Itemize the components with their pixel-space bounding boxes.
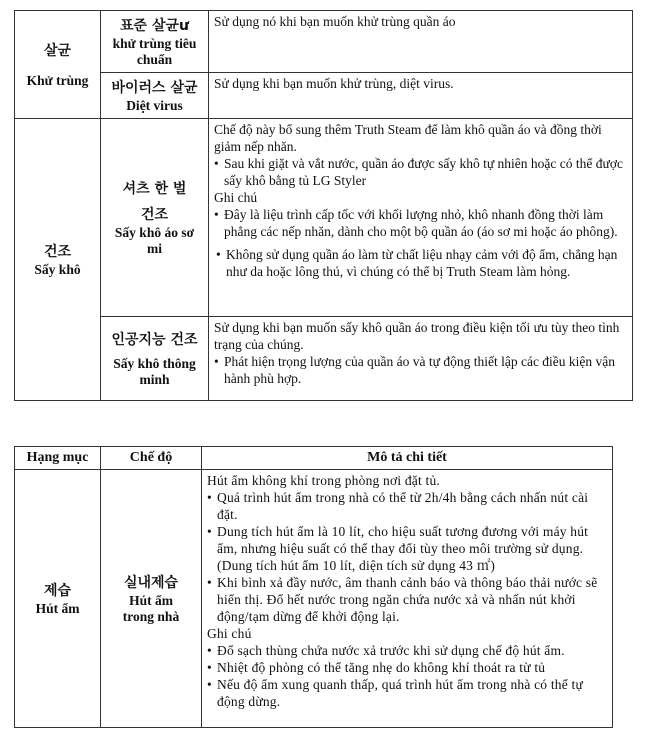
table-row bbox=[15, 317, 633, 401]
header-mode: Chế độ bbox=[101, 447, 202, 470]
bullet-item: • Nếu độ ẩm xung quanh thấp, quá trình hút ẩm trong nhà có thể tự động dừng. bbox=[207, 676, 608, 710]
mode-description bbox=[209, 119, 633, 317]
mode-ai-dry bbox=[101, 317, 209, 401]
mode-indoor-dehumidify bbox=[101, 470, 202, 728]
bullet-text: Không sử dụng quần áo làm từ chất liệu nhạy cảm với độ ẩm, chẳng hạn như da hoặc lông thú, vì chúng có thể bị Truth Steam làm hỏng. bbox=[226, 247, 618, 279]
category-ko: 살균 bbox=[43, 42, 72, 59]
bullet-item: • Đổ sạch thùng chứa nước xả trước khi sử dụng chế độ hút ẩm. bbox=[207, 642, 608, 659]
category-vi: Hút ẩm bbox=[35, 600, 80, 616]
bullet-item: • Khi bình xả đầy nước, âm thanh cảnh báo và thông báo thải nước sẽ hiển thị. Đổ hết nước trong ngăn chứa nước xả và nhấn nút khởi động/tạm dừng để khởi động lại. bbox=[207, 574, 608, 625]
modes-table-2 bbox=[14, 446, 613, 728]
category-ko: 제습 bbox=[43, 582, 72, 599]
bullet-text: Nhiệt độ phòng có thể tăng nhẹ do không khí thoát ra từ tủ bbox=[217, 660, 546, 675]
description-text: Sử dụng khi bạn muốn khử trùng, diệt virus. bbox=[214, 76, 454, 91]
category-ko: 건조 bbox=[43, 243, 72, 260]
category-dry bbox=[15, 119, 101, 401]
mode-description bbox=[209, 73, 633, 119]
bullet-item: • Quá trình hút ẩm trong nhà có thể từ 2h/4h bằng cách nhấn nút cài đặt. bbox=[207, 489, 608, 523]
mode-vi: Hút ẩm trong nhà bbox=[122, 592, 180, 624]
mode-ko: 바이러스 살균 bbox=[111, 79, 198, 96]
mode-description bbox=[209, 317, 633, 401]
table-header-row bbox=[15, 447, 613, 470]
category-sterilize bbox=[15, 11, 101, 119]
bullet-text: Đổ sạch thùng chứa nước xả trước khi sử dụng chế độ hút ẩm. bbox=[217, 643, 565, 658]
bullet-text: Đây là liệu trình cấp tốc với khối lượng nhỏ, khô nhanh đồng thời làm phẳng các nếp nhăn, dành cho một bộ quần áo (áo sơ mi hoặc áo phông). bbox=[224, 207, 618, 239]
description-text: Sử dụng nó khi bạn muốn khử trùng quần áo bbox=[214, 14, 456, 29]
bullet-text: Khi bình xả đầy nước, âm thanh cảnh báo và thông báo thải nước sẽ hiển thị. Đổ hết nước trong ngăn chứa nước xả và nhấn nút khởi động/tạm dừng để khởi động lại. bbox=[217, 575, 598, 624]
mode-virus-sterilize bbox=[101, 73, 209, 119]
note-label: Ghi chú bbox=[214, 190, 258, 205]
bullet-item: • Đây là liệu trình cấp tốc với khối lượng nhỏ, khô nhanh đồng thời làm phẳng các nếp nhăn, dành cho một bộ quần áo (áo sơ mi hoặc áo phông). bbox=[214, 206, 628, 240]
bullet-text: Phát hiện trọng lượng của quần áo và tự động thiết lập các điều kiện vận hành phù hợp. bbox=[224, 354, 616, 386]
table-row bbox=[15, 11, 633, 73]
mode-ko-line1: 셔츠 한 벌 bbox=[122, 180, 187, 197]
bullet-text: Dung tích hút ẩm là 10 lít, cho hiệu suất tương đương với máy hút ẩm, nhưng hiệu suất có thể thay đổi tùy theo môi trường sử dụng. (Dung tích hút ẩm 10 lít, diện tích sử dụng 43 ㎡) bbox=[217, 524, 589, 573]
mode-vi: Diệt virus bbox=[126, 97, 183, 113]
mode-description bbox=[202, 470, 613, 728]
mode-ko-line2: 건조 bbox=[140, 206, 169, 223]
mode-vi: khử trùng tiêu chuẩn bbox=[112, 35, 197, 67]
header-category: Hạng mục bbox=[15, 447, 101, 470]
bullet-item: • Không sử dụng quần áo làm từ chất liệu nhạy cảm với độ ẩm, chẳng hạn như da hoặc lông thú, vì chúng có thể bị Truth Steam làm hỏng. bbox=[214, 246, 628, 280]
category-dehumidify bbox=[15, 470, 101, 728]
header-description: Mô tả chi tiết bbox=[202, 447, 613, 470]
mode-ko: 실내제습 bbox=[123, 574, 179, 591]
description-intro: Chế độ này bổ sung thêm Truth Steam để làm khô quần áo và đồng thời giảm nếp nhăn. bbox=[214, 122, 602, 154]
description-intro: Hút ẩm không khí trong phòng nơi đặt tủ. bbox=[207, 473, 440, 488]
bullet-item: • Nhiệt độ phòng có thể tăng nhẹ do không khí thoát ra từ tủ bbox=[207, 659, 608, 676]
bullet-text: Sau khi giặt và vắt nước, quần áo được sấy khô tự nhiên hoặc có thể được sấy khô bằng tủ LG Styler bbox=[224, 156, 623, 188]
mode-ko: 표준 살균ư bbox=[120, 17, 189, 34]
note-label: Ghi chú bbox=[207, 626, 252, 641]
description-intro: Sử dụng khi bạn muốn sấy khô quần áo trong điều kiện tối ưu tùy theo tình trạng của chúng. bbox=[214, 320, 620, 352]
mode-description bbox=[209, 11, 633, 73]
mode-ko: 인공지능 건조 bbox=[111, 331, 198, 348]
bullet-item: • Dung tích hút ẩm là 10 lít, cho hiệu suất tương đương với máy hút ẩm, nhưng hiệu suất có thể thay đổi tùy theo môi trường sử dụng. (Dung tích hút ẩm 10 lít, diện tích sử dụng 43 ㎡) bbox=[207, 523, 608, 574]
bullet-item: • Phát hiện trọng lượng của quần áo và tự động thiết lập các điều kiện vận hành phù hợp. bbox=[214, 353, 628, 387]
mode-vi: Sấy khô áo sơ mi bbox=[114, 224, 195, 256]
bullet-text: Nếu độ ẩm xung quanh thấp, quá trình hút ẩm trong nhà có thể tự động dừng. bbox=[217, 677, 583, 709]
category-vi: Sấy khô bbox=[34, 261, 81, 277]
mode-standard-sterilize bbox=[101, 11, 209, 73]
bullet-text: Quá trình hút ẩm trong nhà có thể từ 2h/4h bằng cách nhấn nút cài đặt. bbox=[217, 490, 589, 522]
category-vi: Khử trùng bbox=[26, 72, 89, 88]
table-row bbox=[15, 73, 633, 119]
mode-shirt-dry bbox=[101, 119, 209, 317]
modes-table-1 bbox=[14, 10, 633, 401]
mode-vi: Sấy khô thông minh bbox=[113, 355, 196, 387]
bullet-item: • Sau khi giặt và vắt nước, quần áo được sấy khô tự nhiên hoặc có thể được sấy khô bằng tủ LG Styler bbox=[214, 155, 628, 189]
table-row bbox=[15, 119, 633, 317]
table-row bbox=[15, 470, 613, 728]
